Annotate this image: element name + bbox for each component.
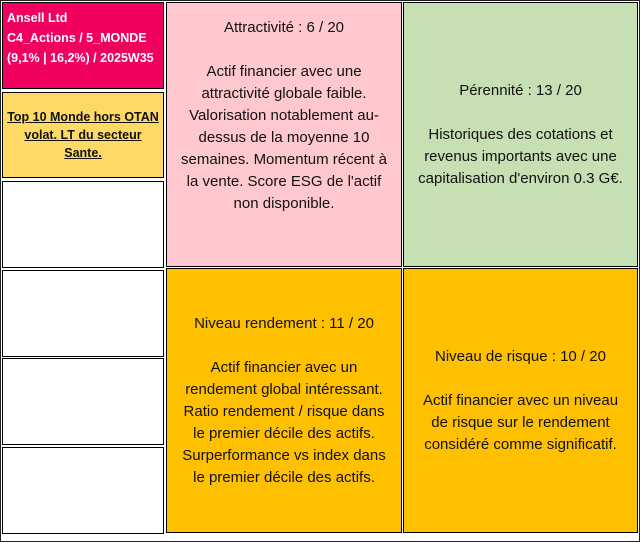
asset-stats: (9,1% | 16,2%) / 2025W35 — [7, 51, 154, 65]
asset-category: C4_Actions / 5_MONDE — [7, 31, 147, 45]
company-name: Ansell Ltd — [7, 11, 68, 25]
ranking-label: Top 10 Monde hors OTAN volat. LT du secteur Sante. — [7, 110, 159, 160]
rendement-text: Actif financier avec un rendement global intéressant. Ratio rendement / risque dans le premier décile des actifs. Surperformance vs index dans le premier décile des actifs. — [182, 358, 386, 486]
risque-text: Actif financier avec un niveau de risque sur le rendement considéré comme significatif. — [422, 391, 619, 453]
empty-cell-4 — [2, 447, 164, 534]
risque-panel — [403, 268, 638, 533]
attractivite-text: Actif financier avec une attractivité globale faible. Valorisation notablement au-dessus de la moyenne 10 semaines. Momentum récent à la vente. Score ESG de l'actif non disponible. — [181, 63, 387, 212]
ranking-cell — [2, 92, 164, 178]
empty-cell-3 — [2, 358, 164, 445]
empty-cell-1 — [2, 181, 164, 268]
attractivite-panel — [166, 2, 402, 267]
perennite-text: Historiques des cotations et revenus importants avec une capitalisation d'environ 0.3 G€. — [418, 125, 623, 187]
perennite-panel — [403, 2, 638, 267]
risque-title: Niveau de risque : 10 / 20 — [435, 347, 606, 365]
rendement-title: Niveau rendement : 11 / 20 — [194, 314, 374, 332]
rendement-panel — [166, 268, 402, 533]
empty-cell-2 — [2, 270, 164, 357]
asset-header — [2, 2, 164, 89]
attractivite-title: Attractivité : 6 / 20 — [223, 19, 345, 36]
perennite-title: Pérennité : 13 / 20 — [459, 81, 582, 99]
